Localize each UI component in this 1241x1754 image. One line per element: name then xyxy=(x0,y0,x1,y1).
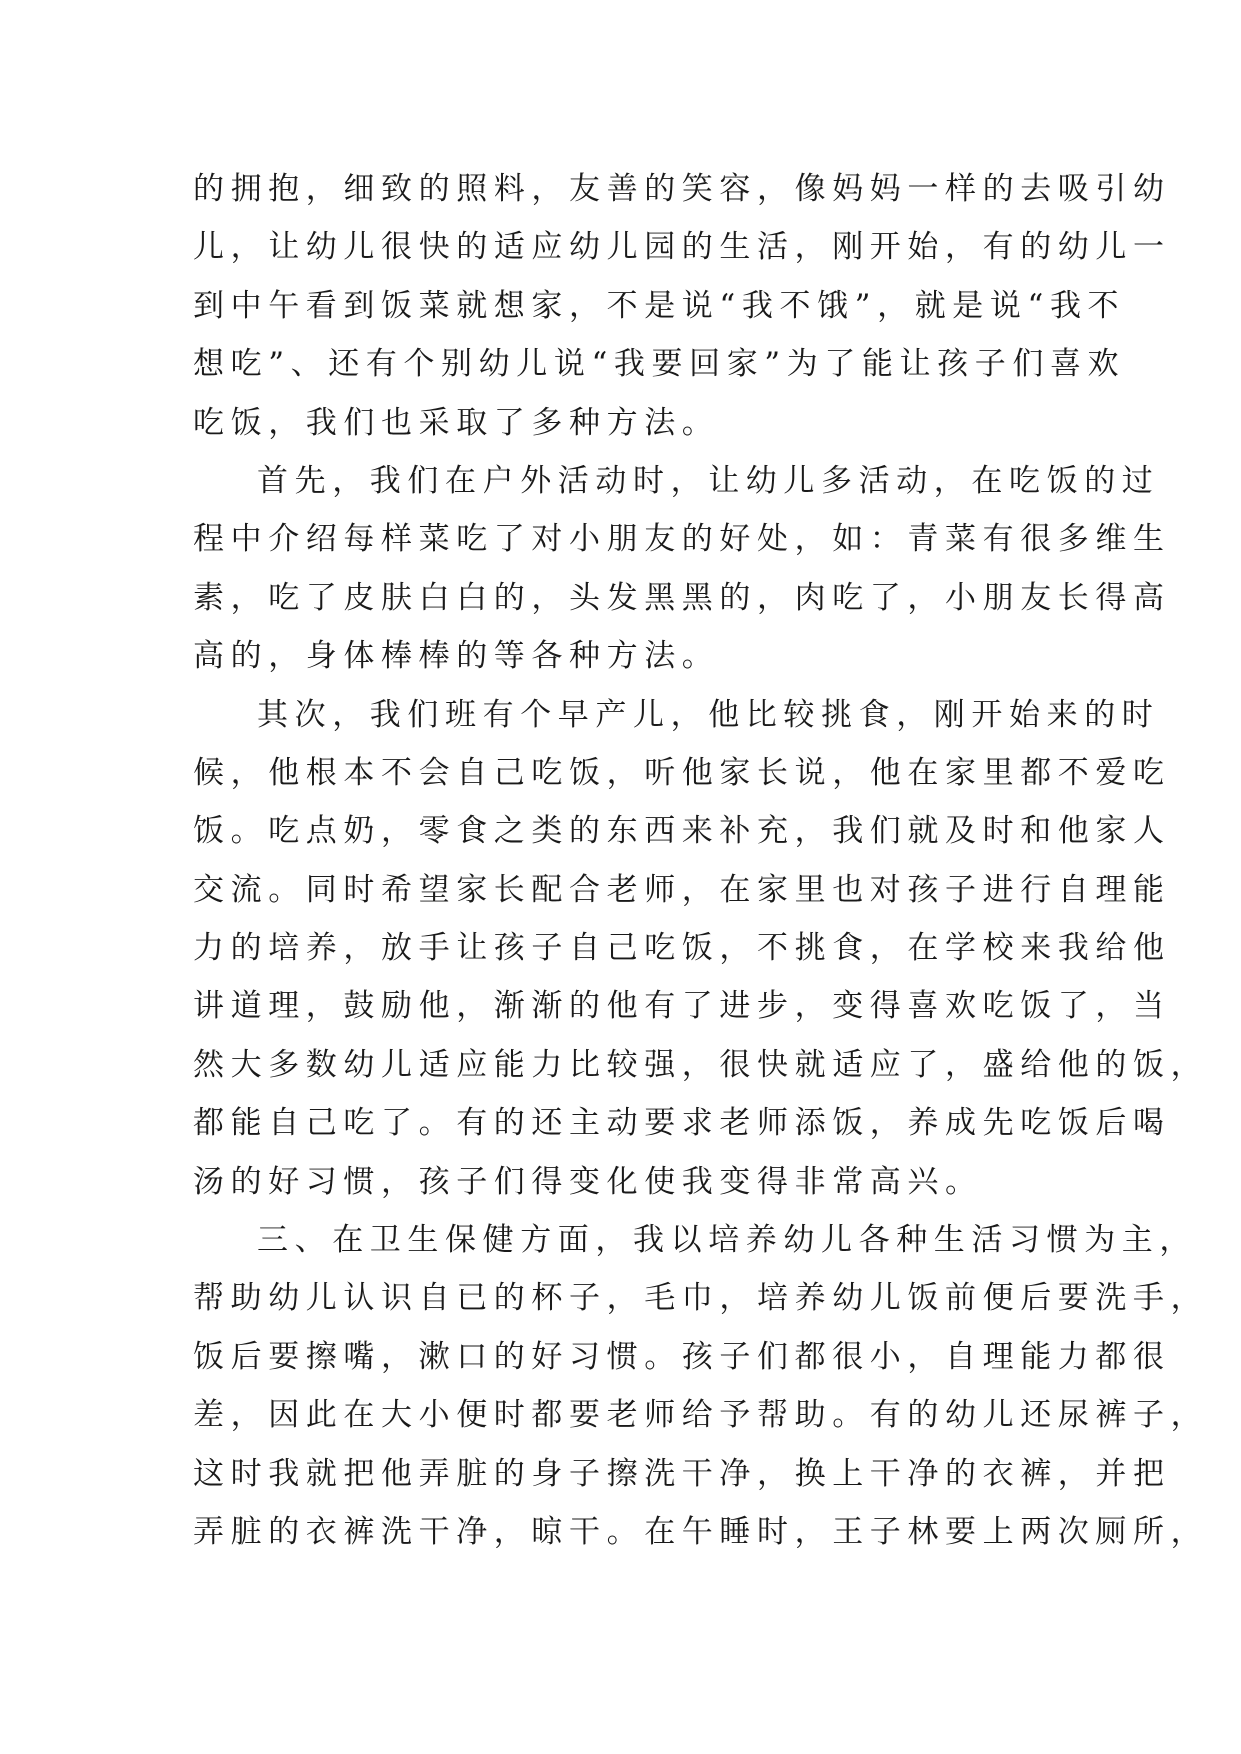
text-line: 候，他根本不会自己吃饭，听他家长说，他在家里都不爱吃 xyxy=(193,754,1171,791)
text-line: 到中午看到饭菜就想家，不是说“我不饿”，就是说“我不 xyxy=(193,287,1126,324)
paragraph-first-line: 首先，我们在户外活动时，让幼儿多活动，在吃饭的过 xyxy=(257,462,1160,499)
text-line: 的拥抱，细致的照料，友善的笑容，像妈妈一样的去吸引幼 xyxy=(193,171,1171,207)
text-line: 素，吃了皮肤白白的，头发黑黑的，肉吃了，小朋友长得高 xyxy=(193,579,1171,616)
text-line: 程中介绍每样菜吃了对小朋友的好处，如：青菜有很多维生 xyxy=(193,521,1171,558)
paragraph-first-line: 其次，我们班有个早产儿，他比较挑食，刚开始来的时 xyxy=(257,696,1160,733)
text-line: 力的培养，放手让孩子自己吃饭，不挑食，在学校来我给他 xyxy=(193,930,1171,967)
text-line: 汤的好习惯，孩子们得变化使我变得非常高兴。 xyxy=(193,1163,983,1200)
text-line: 这时我就把他弄脏的身子擦洗干净，换上干净的衣裤，并把 xyxy=(193,1455,1171,1492)
text-line: 交流。同时希望家长配合老师，在家里也对孩子进行自理能 xyxy=(193,871,1171,908)
body-text xyxy=(193,160,1209,1561)
text-line: 饭后要擦嘴，漱口的好习惯。孩子们都很小，自理能力都很 xyxy=(193,1338,1171,1375)
paragraph-first-line: 三、在卫生保健方面，我以培养幼儿各种生活习惯为主， xyxy=(257,1222,1197,1259)
text-line: 都能自己吃了。有的还主动要求老师添饭，养成先吃饭后喝 xyxy=(193,1105,1171,1142)
text-line: 差，因此在大小便时都要老师给予帮助。有的幼儿还尿裤子， xyxy=(193,1397,1209,1434)
text-line: 然大多数幼儿适应能力比较强，很快就适应了，盛给他的饭， xyxy=(193,1046,1209,1083)
text-line: 想吃”、还有个别幼儿说“我要回家”为了能让孩子们喜欢 xyxy=(193,346,1126,383)
text-line: 帮助幼儿认识自已的杯子，毛巾，培养幼儿饭前便后要洗手， xyxy=(193,1280,1209,1317)
text-line: 饭。吃点奶，零食之类的东西来补充，我们就及时和他家人 xyxy=(193,813,1171,850)
text-line: 吃饭，我们也采取了多种方法。 xyxy=(193,404,720,441)
text-line: 弄脏的衣裤洗干净，晾干。在午睡时，王子林要上两次厕所， xyxy=(193,1513,1209,1550)
text-line: 高的，身体棒棒的等各种方法。 xyxy=(193,638,720,675)
text-line: 讲道理，鼓励他，渐渐的他有了进步，变得喜欢吃饭了，当 xyxy=(193,988,1171,1025)
text-line: 儿，让幼儿很快的适应幼儿园的生活，刚开始，有的幼儿一 xyxy=(193,229,1171,266)
